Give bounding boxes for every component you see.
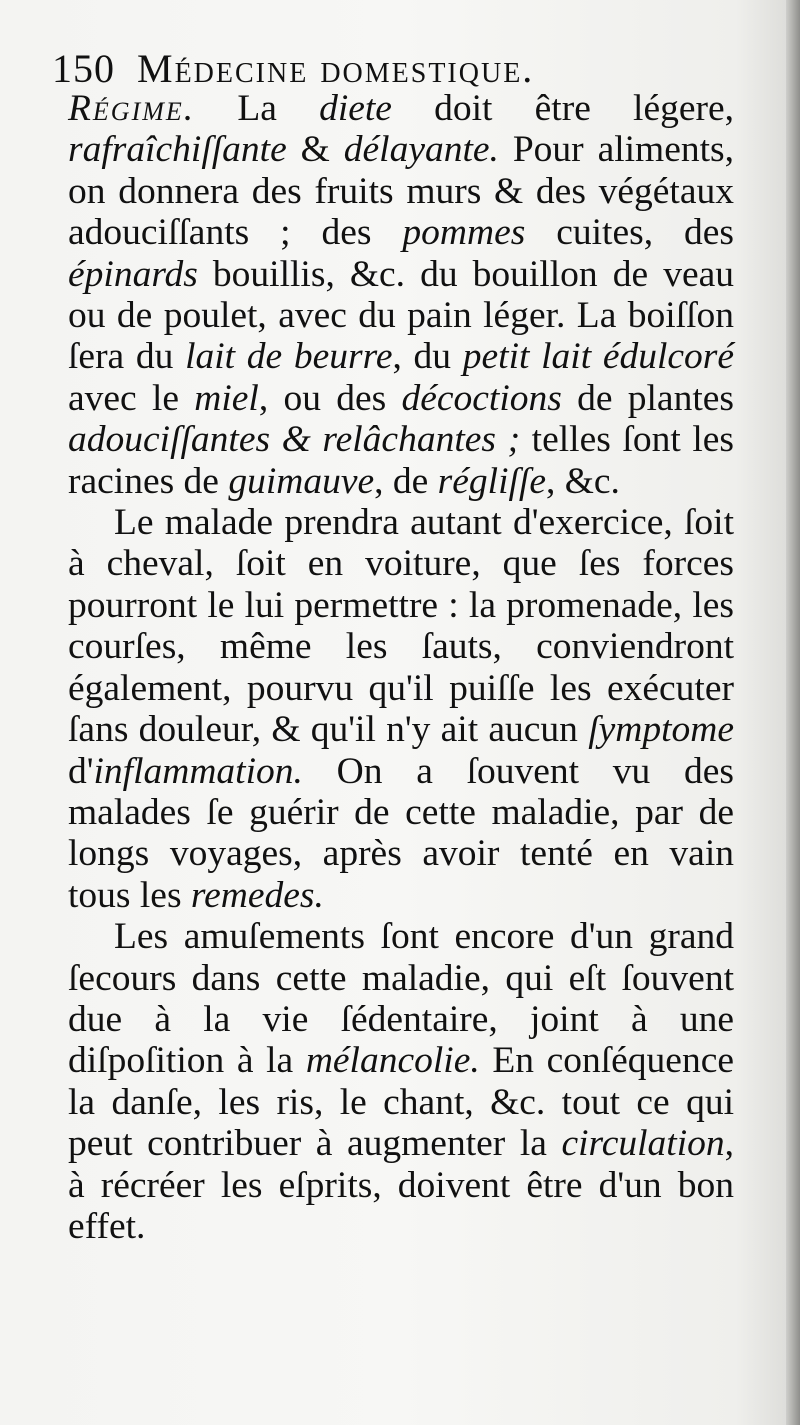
book-spine-shadow [786,0,800,1425]
text-run: , à récréer les eſprits, doivent être d'un bon effet. [68,1123,734,1247]
text-run: , &c. [545,460,620,502]
text-run: , du [392,336,463,378]
italic-term: lait de beurre [185,336,393,378]
text-run: On a ſouvent vu des malades ſe guérir de cette maladie, par de longs voyages, après avoir tenté en vain tous les [68,750,734,916]
section-heading: Régime. [68,88,196,129]
text-run: de plantes [561,377,734,419]
text-run: La [195,88,320,129]
italic-term: miel [194,377,259,419]
body-text [68,88,734,1247]
italic-term: mélancolie. [305,1040,480,1082]
text-run: d' [68,750,94,792]
text-run: & [286,129,344,171]
italic-term: rafraîchiſſante [68,129,287,171]
italic-term: guimauve [228,460,375,502]
text-run: doit être légere, [391,88,734,129]
text-run: bouillis, &c. du bouillon de veau ou de poulet, avec du pain léger. La boiſſon ſera du [68,253,734,378]
italic-term: petit lait édulcoré [462,336,735,378]
text-run: Pour aliments, on donnera des fruits murs & des végétaux adouciſſants ; des [68,129,735,254]
text-run: cuites, des [525,212,735,254]
italic-term: délayante. [343,129,499,171]
text-run: avec le [68,377,195,419]
page-number: 150 [52,46,115,91]
italic-term: décoctions [401,377,562,419]
italic-term: pommes [402,212,526,254]
paragraph-regime [68,88,734,502]
text-run: , de [374,460,438,502]
italic-term: épinards [68,253,198,295]
running-title: Médecine domestique. [137,46,535,91]
paragraph-exercise [68,502,734,916]
running-head [52,44,752,94]
italic-term: circulation [561,1123,725,1165]
italic-term: adouciſſantes & relâchantes ; [68,419,521,461]
italic-term: inflammation. [93,750,303,792]
italic-term: régliſſe [437,460,546,502]
text-run: telles ſont les racines de [68,419,734,502]
text-run: En conſéquence la danſe, les ris, le chant, &c. tout ce qui peut contribuer à augmenter la [68,1040,734,1165]
paragraph-amusements [68,916,734,1247]
text-run: Le malade prendra autant d'exercice, ſoit à cheval, ſoit en voiture, que ſes forces pourront le lui permettre : la promenade, les courſes, même les ſauts, conviendront également, pourvu qu'il puiſſe les exécuter ſans douleur, & qu'il n'y ait aucun [68,502,734,751]
italic-term: diete [319,88,392,129]
italic-term: remedes. [190,874,324,916]
text-run: Les amuſements ſont encore d'un grand ſecours dans cette maladie, qui eſt ſouvent due à la vie ſédentaire, joint à une diſpoſition à la [68,916,734,1082]
text-run: , ou des [258,377,402,419]
italic-term: ſymptome [588,709,734,751]
